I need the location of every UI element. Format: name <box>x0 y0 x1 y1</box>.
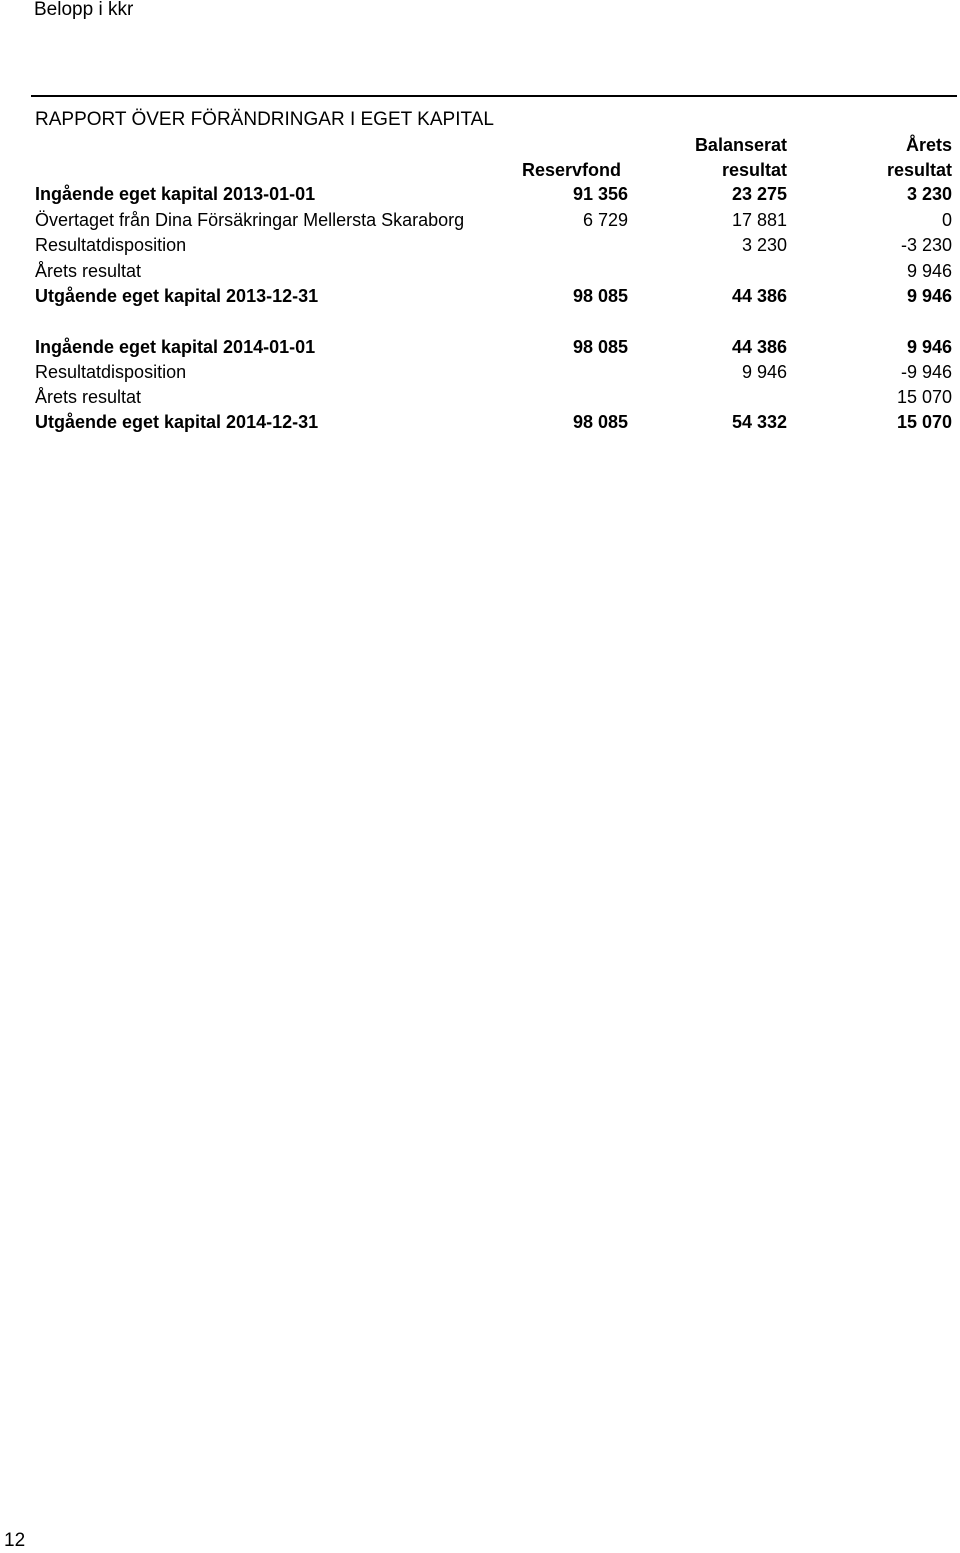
header-balanserat-line1: Balanserat <box>694 135 787 155</box>
report-title: RAPPORT ÖVER FÖRÄNDRINGAR I EGET KAPITAL <box>35 109 494 130</box>
row-label: Resultatdisposition <box>35 362 187 382</box>
row-arets: 15 070 <box>896 412 952 432</box>
row-arets: 15 070 <box>896 387 952 407</box>
header-reservfond: Reservfond <box>521 160 621 180</box>
row-arets: -3 230 <box>900 235 952 255</box>
row-balanserat: 44 386 <box>731 286 787 306</box>
row-balanserat: 23 275 <box>731 184 787 204</box>
page-number: 12 <box>4 1530 26 1551</box>
row-reservfond: 98 085 <box>572 412 628 432</box>
row-arets: 9 946 <box>906 286 952 306</box>
row-label: Ingående eget kapital 2014-01-01 <box>35 337 316 357</box>
row-balanserat: 44 386 <box>731 337 787 357</box>
row-arets: 9 946 <box>906 337 952 357</box>
row-balanserat: 54 332 <box>731 412 787 432</box>
row-reservfond: 98 085 <box>572 337 628 357</box>
unit-label: Belopp i kkr <box>34 0 134 20</box>
row-arets: 0 <box>941 210 952 230</box>
row-label: Ingående eget kapital 2013-01-01 <box>35 184 316 204</box>
row-balanserat: 17 881 <box>731 210 787 230</box>
title-rule <box>31 95 957 97</box>
row-balanserat: 9 946 <box>741 362 787 382</box>
row-label: Övertaget från Dina Försäkringar Mellersta Skaraborg <box>35 210 465 230</box>
row-label: Resultatdisposition <box>35 235 187 255</box>
row-reservfond: 98 085 <box>572 286 628 306</box>
row-arets: -9 946 <box>900 362 952 382</box>
header-arets-line1: Årets <box>905 135 952 155</box>
row-arets: 9 946 <box>906 261 952 281</box>
row-reservfond: 91 356 <box>572 184 628 204</box>
header-balanserat-line2: resultat <box>721 160 787 180</box>
header-arets-line2: resultat <box>886 160 952 180</box>
row-label: Årets resultat <box>35 261 142 281</box>
row-arets: 3 230 <box>906 184 952 204</box>
row-balanserat: 3 230 <box>741 235 787 255</box>
row-label: Årets resultat <box>35 387 142 407</box>
row-label: Utgående eget kapital 2014-12-31 <box>35 412 319 432</box>
row-reservfond: 6 729 <box>582 210 628 230</box>
row-label: Utgående eget kapital 2013-12-31 <box>35 286 319 306</box>
